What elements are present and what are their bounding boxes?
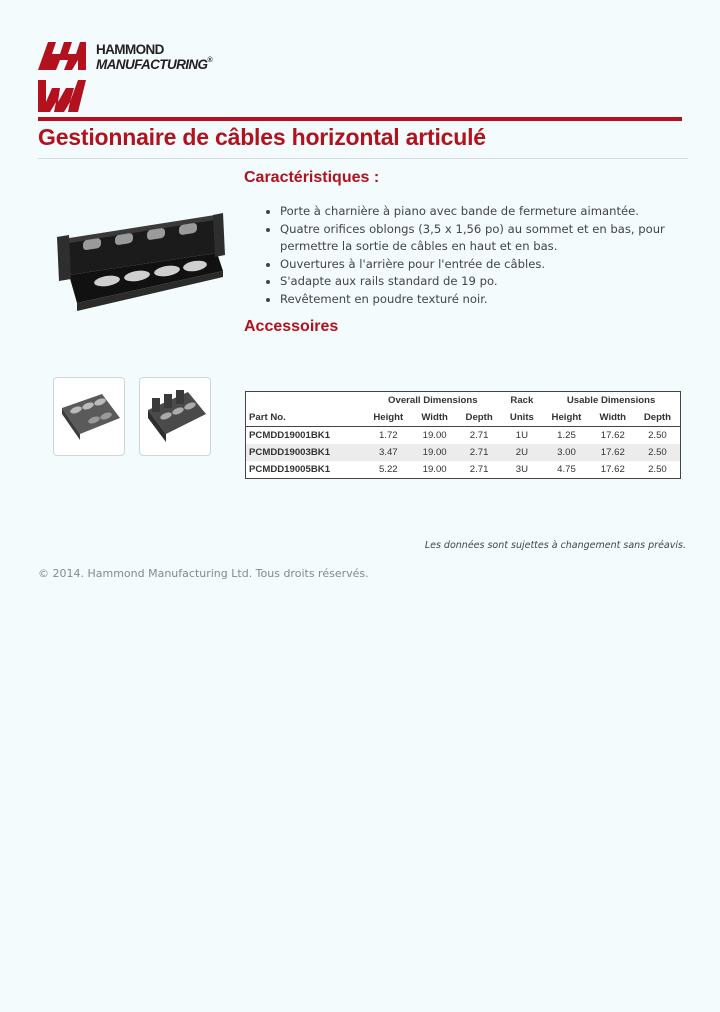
group-header-usable: Usable Dimensions [566,395,656,406]
hammond-logo [38,42,238,114]
registered-mark: ® [207,57,213,64]
column-header-part-no: Part No. [246,409,365,427]
table-cell: 3.00 [542,444,591,461]
header-separator [38,158,688,159]
group-header-rack: Rack [510,395,534,406]
column-header-usable-width: Width [591,409,635,427]
column-header-overall-depth: Depth [457,409,502,427]
thumbnail-2-image [144,388,208,444]
copyright-footer: © 2014. Hammond Manufacturing Ltd. Tous droits réservés. [38,567,369,580]
table-cell: 19.00 [413,444,457,461]
table-cell: 3.47 [364,444,413,461]
feature-item: • Ouvertures à l'arrière pour l'entrée de câbles. [280,256,680,274]
table-cell: 17.62 [591,444,635,461]
table-cell: 2.50 [648,464,667,475]
column-header-overall-width: Width [413,409,457,427]
group-header-blank [246,392,365,410]
column-header-rack-units: Units [502,409,543,427]
page-title: Gestionnaire de câbles horizontal articulé [38,124,486,150]
table-row [246,444,681,461]
table-cell: 2.71 [457,444,502,461]
features-list [264,203,680,308]
table-cell: 1.72 [378,430,398,441]
brand-name-line2 [96,57,212,72]
title-divider [38,117,682,121]
brand-name-line1: HAMMOND [96,42,164,57]
table-cell: 5.22 [378,464,398,475]
thumbnail-1-image [58,388,122,444]
table-row [246,427,681,445]
table-cell: 17.62 [600,464,625,475]
feature-item: • Porte à charnière à piano avec bande de fermeture aimantée. [280,203,680,221]
thumbnail-2[interactable] [139,377,211,456]
group-header-overall: Overall Dimensions [388,395,478,406]
table-group-header-row [246,392,681,410]
table-cell: 2.71 [469,430,489,441]
part-number-cell: PCMDD19005BK1 [249,464,331,475]
table-cell: 2.71 [469,464,489,475]
part-number-cell: PCMDD19001BK1 [249,430,331,441]
table-cell: 4.75 [557,464,576,475]
column-header-overall-height: Height [364,409,413,427]
table-row [246,461,681,479]
table-column-header-row [246,409,681,427]
feature-item: • S'adapte aux rails standard de 19 po. [280,273,680,291]
feature-item: • Revêtement en poudre texturé noir. [280,291,680,309]
thumbnail-1[interactable] [53,377,125,456]
accessories-heading: Accessoires [244,318,339,335]
table-cell: 2.50 [648,430,667,441]
table-cell: 2.50 [635,444,681,461]
column-header-usable-depth: Depth [635,409,681,427]
hammond-logo-mark-icon [38,42,88,112]
table-cell: 17.62 [600,430,625,441]
feature-item: • Quatre orifices oblongs (3,5 x 1,56 po) au sommet et en bas, pour permettre la sortie de câbles en haut et en bas. [280,221,680,256]
brand-name-line2-text: MANUFACTURING [96,57,208,72]
dimensions-table [245,391,681,479]
table-cell: 2U [502,444,543,461]
column-header-usable-height: Height [542,409,591,427]
part-number-cell: PCMDD19003BK1 [246,444,365,461]
table-cell: 1U [515,430,529,441]
features-heading: Caractéristiques : [244,169,380,186]
table-cell: 1.25 [557,430,576,441]
table-cell: 19.00 [422,430,447,441]
table-cell: 19.00 [422,464,447,475]
product-image [55,213,225,313]
table-cell: 3U [515,464,529,475]
disclaimer-text: Les données sont sujettes à changement sans préavis. [424,540,686,551]
